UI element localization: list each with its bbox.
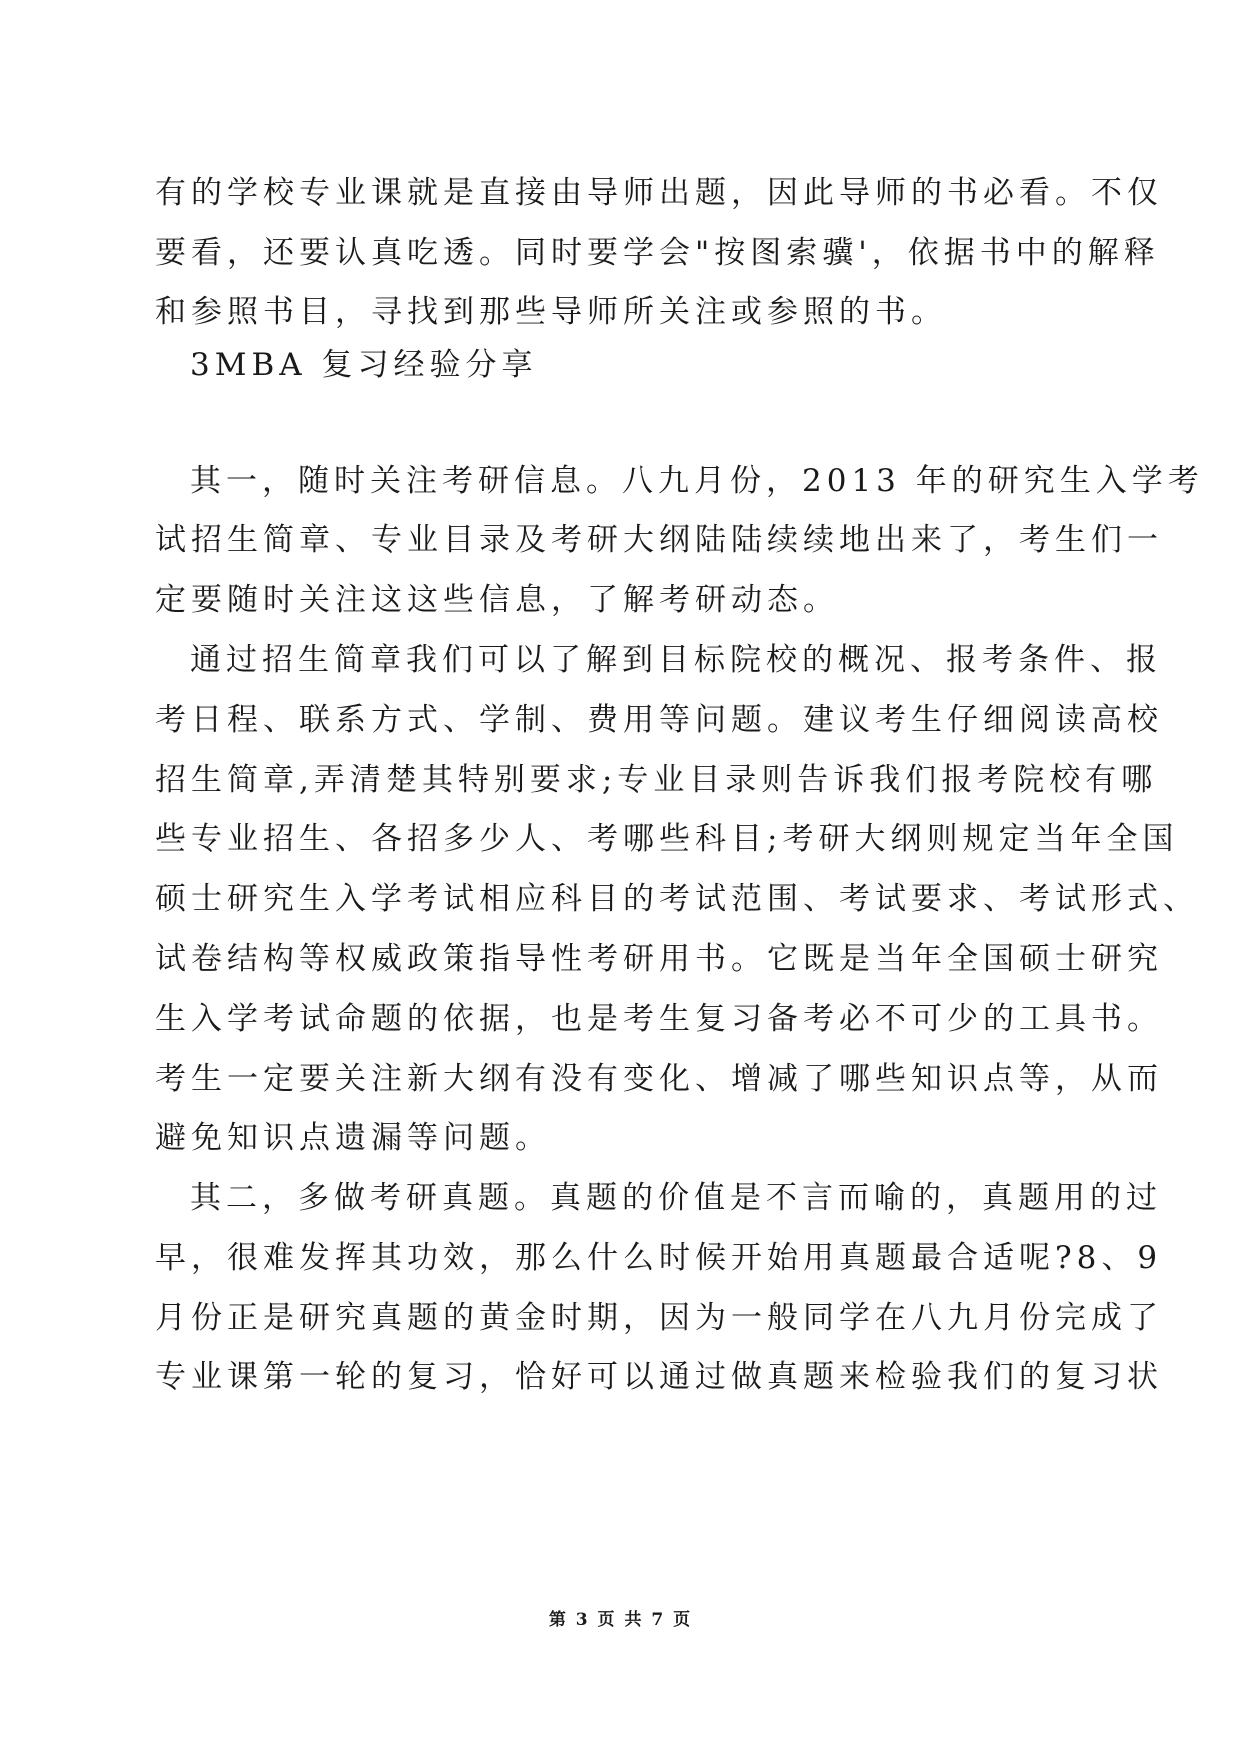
paragraph-line: 试招生简章、专业目录及考研大纲陆陆续续地出来了，考生们一: [155, 522, 1163, 558]
paragraph-line: 月份正是研究真题的黄金时期，因为一般同学在八九月份完成了: [155, 1300, 1163, 1336]
paragraph-line: 其二，多做考研真题。真题的价值是不言而喻的，真题用的过: [190, 1180, 1162, 1216]
paragraph-line: 招生简章,弄清楚其特别要求;专业目录则告诉我们报考院校有哪: [155, 762, 1158, 798]
paragraph-line: 生入学考试命题的依据，也是考生复习备考必不可少的工具书。: [155, 1001, 1163, 1037]
paragraph-line: 避免知识点遗漏等问题。: [155, 1120, 551, 1156]
paragraph-line: 通过招生简章我们可以了解到目标院校的概况、报考条件、报: [190, 642, 1162, 678]
paragraph-line: 早，很难发挥其功效，那么什么时候开始用真题最合适呢?8、9: [155, 1240, 1163, 1276]
page-number-footer: 第 3 页 共 7 页: [548, 1610, 693, 1630]
paragraph-line: 硕士研究生入学考试相应科目的考试范围、考试要求、考试形式、: [155, 881, 1199, 917]
paragraph-line: 些专业招生、各招多少人、考哪些科目;考研大纲则规定当年全国: [155, 821, 1179, 857]
paragraph-line: 专业课第一轮的复习，恰好可以通过做真题来检验我们的复习状: [155, 1359, 1163, 1395]
paragraph-line: 定要随时关注这这些信息，了解考研动态。: [155, 582, 839, 618]
paragraph-line: 试卷结构等权威政策指导性考研用书。它既是当年全国硕士研究: [155, 941, 1163, 977]
paragraph-line: 要看，还要认真吃透。同时要学会"按图索骥'，依据书中的解释: [155, 235, 1160, 271]
paragraph-line: 和参照书目，寻找到那些导师所关注或参照的书。: [155, 294, 947, 330]
paragraph-line: 其一，随时关注考研信息。八九月份，2013 年的研究生入学考: [190, 463, 1204, 499]
paragraph-line: 有的学校专业课就是直接由导师出题，因此导师的书必看。不仅: [155, 175, 1163, 211]
section-heading: 3MBA 复习经验分享: [190, 347, 538, 383]
paragraph-line: 考生一定要关注新大纲有没有变化、增减了哪些知识点等，从而: [155, 1061, 1163, 1097]
paragraph-line: 考日程、联系方式、学制、费用等问题。建议考生仔细阅读高校: [155, 702, 1163, 738]
